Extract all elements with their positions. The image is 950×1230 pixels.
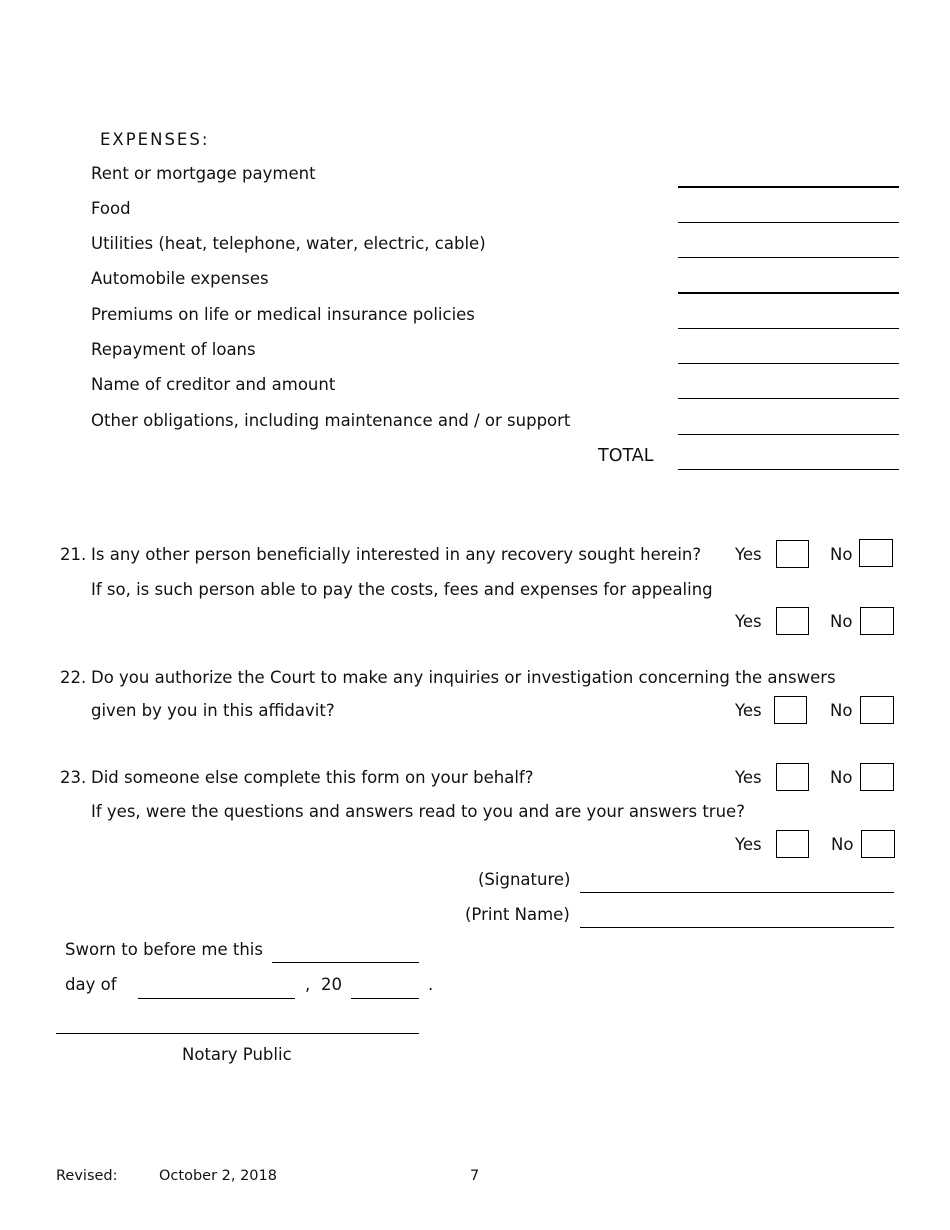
q23-followup-yes-checkbox[interactable] <box>776 830 809 858</box>
q23-yes-checkbox[interactable] <box>776 763 809 791</box>
q22-text-continued: given by you in this affidavit? <box>91 701 335 720</box>
q21-text: Is any other person beneficially interested in any recovery sought herein? <box>91 545 702 564</box>
expense-food-label: Food <box>91 199 131 218</box>
q22-text: Do you authorize the Court to make any inquiries or investigation concerning the answers <box>91 668 836 687</box>
q23-text: Did someone else complete this form on your behalf? <box>91 768 534 787</box>
q22-number: 22. <box>60 668 87 687</box>
notary-public-label: Notary Public <box>182 1045 292 1064</box>
expense-loans-label: Repayment of loans <box>91 340 256 359</box>
q21-followup-text: If so, is such person able to pay the costs, fees and expenses for appealing <box>91 580 713 599</box>
expense-premiums-field[interactable] <box>678 328 899 329</box>
q21-no-label: No <box>830 545 853 564</box>
print-name-label: (Print Name) <box>465 905 570 924</box>
sworn-label: Sworn to before me this <box>65 940 263 959</box>
expense-utilities-field[interactable] <box>678 257 899 258</box>
expense-utilities-label: Utilities (heat, telephone, water, electric, cable) <box>91 234 486 253</box>
q21-yes-checkbox[interactable] <box>776 540 809 568</box>
q23-followup-text: If yes, were the questions and answers read to you and are your answers true? <box>91 802 745 821</box>
year-field[interactable] <box>351 998 419 999</box>
expense-rent-field[interactable] <box>678 186 899 188</box>
q23-yes-label: Yes <box>735 768 762 787</box>
q22-no-checkbox[interactable] <box>860 696 894 724</box>
expenses-heading: EXPENSES: <box>100 130 210 149</box>
expense-automobile-field[interactable] <box>678 292 899 294</box>
total-field[interactable] <box>678 469 899 470</box>
expense-automobile-label: Automobile expenses <box>91 269 269 288</box>
print-name-field[interactable] <box>580 927 894 928</box>
expense-other-label: Other obligations, including maintenance and / or support <box>91 411 571 430</box>
year-prefix: 20 <box>321 975 342 994</box>
q22-yes-label: Yes <box>735 701 762 720</box>
q21-followup-yes-label: Yes <box>735 612 762 631</box>
q23-followup-yes-label: Yes <box>735 835 762 854</box>
expense-other-field[interactable] <box>678 434 899 435</box>
q21-no-checkbox[interactable] <box>859 539 893 567</box>
q23-followup-no-checkbox[interactable] <box>861 830 895 858</box>
revised-date: October 2, 2018 <box>159 1168 277 1184</box>
expense-creditor-field[interactable] <box>678 398 899 399</box>
expense-rent-label: Rent or mortgage payment <box>91 164 316 183</box>
expense-creditor-label: Name of creditor and amount <box>91 375 336 394</box>
q23-no-checkbox[interactable] <box>860 763 894 791</box>
date-comma: , <box>305 975 311 994</box>
q21-followup-yes-checkbox[interactable] <box>776 607 809 635</box>
expense-loans-field[interactable] <box>678 363 899 364</box>
signature-label: (Signature) <box>478 870 571 889</box>
total-label: TOTAL <box>598 446 654 466</box>
q22-no-label: No <box>830 701 853 720</box>
q23-no-label: No <box>830 768 853 787</box>
expense-food-field[interactable] <box>678 222 899 223</box>
page-number: 7 <box>470 1168 480 1184</box>
notary-signature-field[interactable] <box>56 1033 419 1034</box>
signature-field[interactable] <box>580 892 894 893</box>
q23-followup-no-label: No <box>831 835 854 854</box>
q22-yes-checkbox[interactable] <box>774 696 807 724</box>
q21-followup-no-label: No <box>830 612 853 631</box>
day-of-label: day of <box>65 975 117 994</box>
sworn-day-field[interactable] <box>272 962 419 963</box>
q23-number: 23. <box>60 768 87 787</box>
date-period: . <box>428 975 434 994</box>
q21-followup-no-checkbox[interactable] <box>860 607 894 635</box>
q21-yes-label: Yes <box>735 545 762 564</box>
q21-number: 21. <box>60 545 87 564</box>
month-field[interactable] <box>138 998 295 999</box>
revised-label: Revised: <box>56 1168 118 1184</box>
expense-premiums-label: Premiums on life or medical insurance policies <box>91 305 475 324</box>
